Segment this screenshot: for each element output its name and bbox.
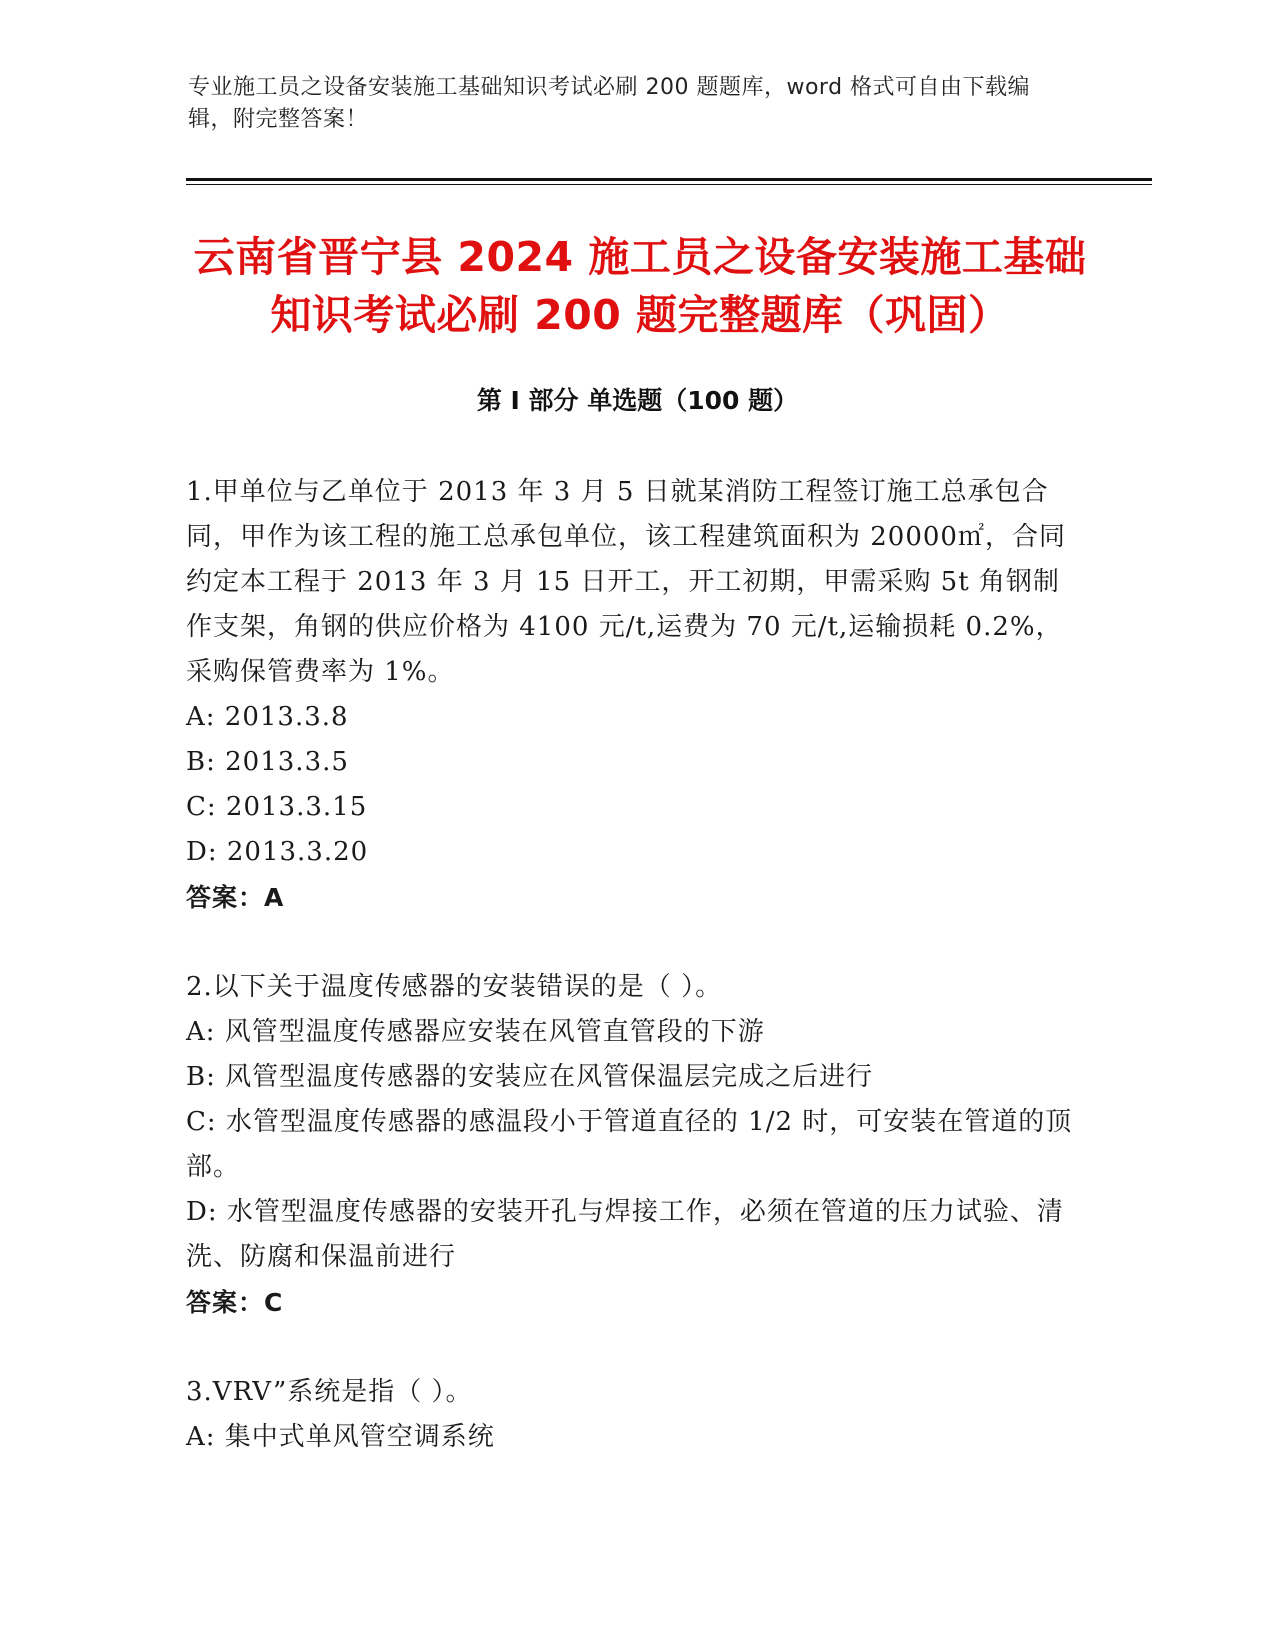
question-answer: 答案：C bbox=[186, 1288, 284, 1317]
question-option-b: B: 2013.3.5 bbox=[186, 747, 349, 777]
question-option-c: C: 水管型温度传感器的感温段小于管道直径的 1/2 时，可安装在管道的顶部。 bbox=[186, 1107, 1073, 1182]
question-item bbox=[186, 470, 1076, 920]
header-note: 专业施工员之设备安装施工基础知识考试必刷 200 题题库，word 格式可自由下载编辑，附完整答案！ bbox=[188, 75, 1031, 132]
question-item bbox=[186, 1370, 1076, 1460]
document-title: 云南省晋宁县 2024 施工员之设备安装施工基础知识考试必刷 200 题完整题库（巩固） bbox=[193, 233, 1087, 339]
question-option-d: D: 2013.3.20 bbox=[186, 837, 369, 867]
question-list bbox=[186, 470, 1076, 1505]
header-divider-thick bbox=[186, 178, 1152, 181]
question-answer: 答案：A bbox=[186, 883, 285, 912]
question-option-a: A: 风管型温度传感器应安装在风管直管段的下游 bbox=[186, 1017, 765, 1047]
question-option-d: D: 水管型温度传感器的安装开孔与焊接工作，必须在管道的压力试验、清洗、防腐和保温前进行 bbox=[186, 1197, 1064, 1272]
question-stem: 2.以下关于温度传感器的安装错误的是（ ）。 bbox=[186, 972, 723, 1002]
section-title: 第 I 部分 单选题（100 题） bbox=[476, 386, 799, 415]
question-stem: 3.VRV”系统是指（ ）。 bbox=[186, 1377, 473, 1407]
question-item bbox=[186, 965, 1076, 1325]
question-option-a: A: 2013.3.8 bbox=[186, 702, 349, 732]
header-divider-thin bbox=[186, 184, 1152, 185]
question-option-a: A: 集中式单风管空调系统 bbox=[186, 1422, 495, 1452]
question-stem: 1.甲单位与乙单位于 2013 年 3 月 5 日就某消防工程签订施工总承包合同，甲作为该工程的施工总承包单位，该工程建筑面积为 20000㎡，合同约定本工程于 2013 年 3 月 15 日开工，开工初期，甲需采购 5t 角钢制作支架，角钢的供应价格为 4100 元/t,运费为 70 元/t,运输损耗 0.2%，采购保管费率为 1%。 bbox=[186, 477, 1066, 687]
question-option-b: B: 风管型温度传感器的安装应在风管保温层完成之后进行 bbox=[186, 1062, 874, 1092]
question-option-c: C: 2013.3.15 bbox=[186, 792, 368, 822]
